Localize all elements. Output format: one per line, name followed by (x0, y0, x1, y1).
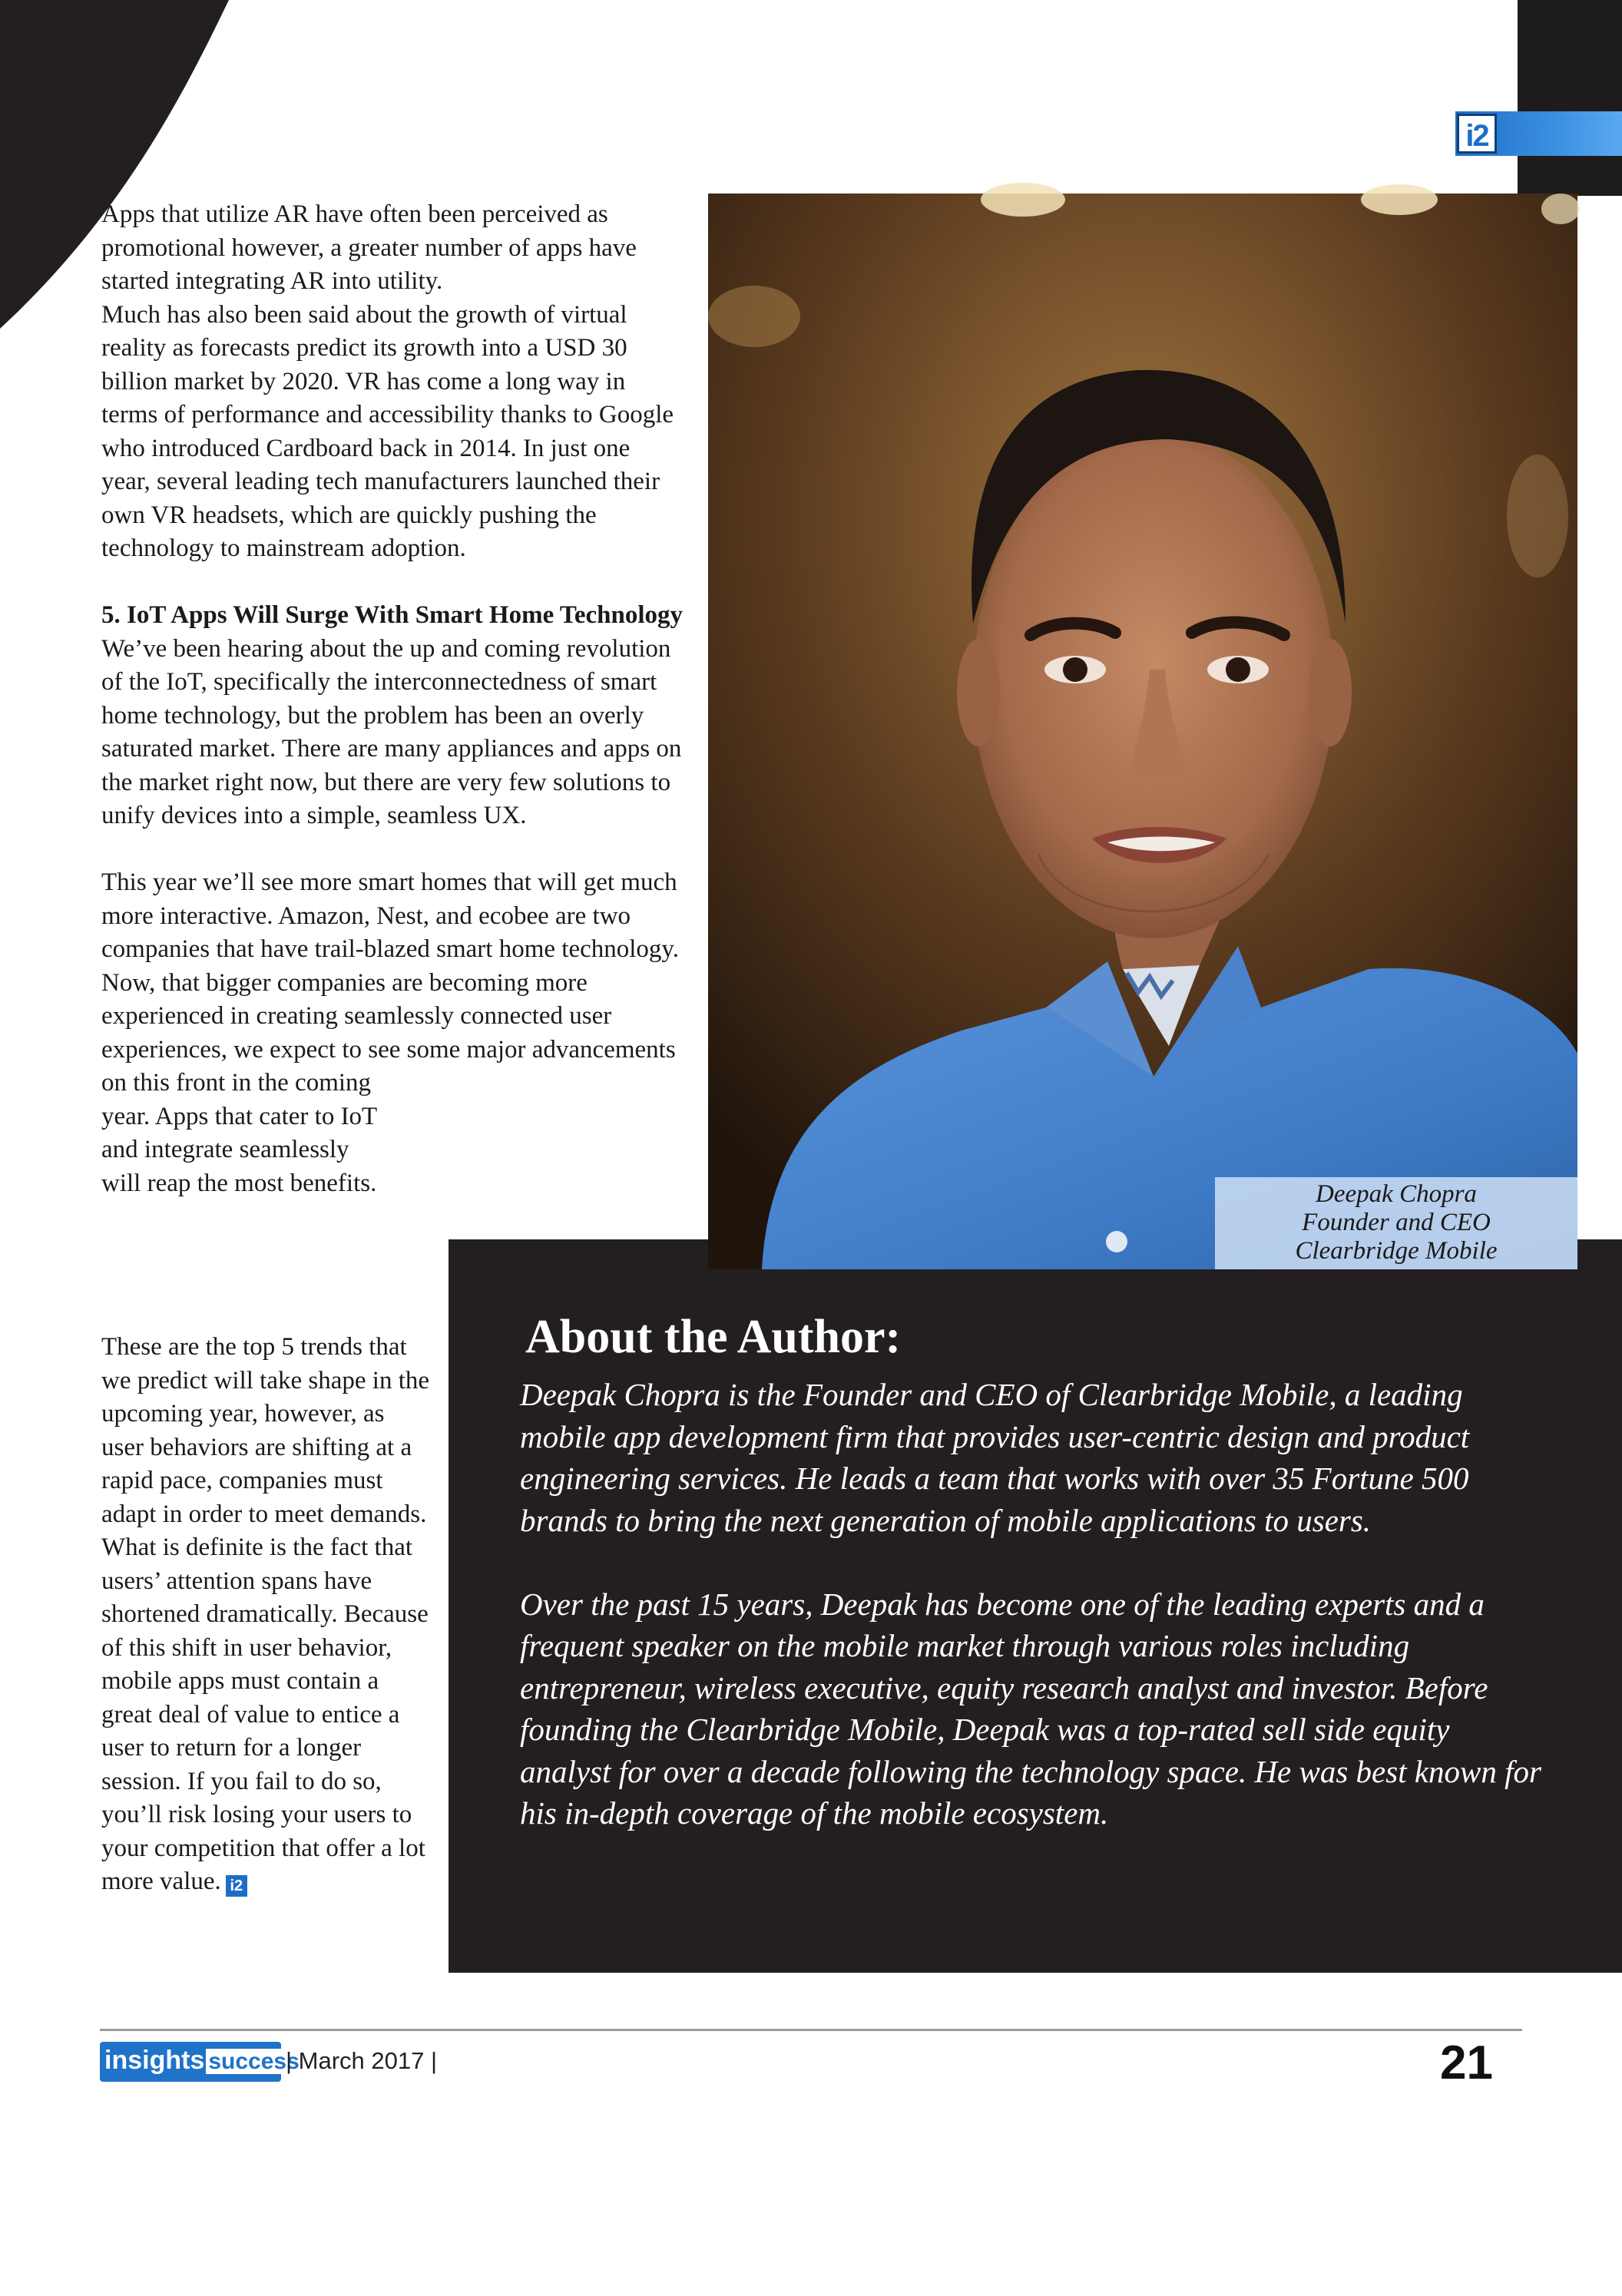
article-narrow-column (101, 1331, 432, 1899)
logo-text-success: success (206, 2049, 301, 2074)
article-paragraph: Much has also been said about the growth of virtual reality as forecasts predict its growth into a USD 30 billion market by 2020. VR has come a long way in terms of performance and accessibility thanks to Google who introduced Cardboard back in 2014. In just one year, several leading tech manufacturers launched their own VR headsets, which are quickly pushing the technology to mainstream adoption. (101, 300, 674, 562)
article-paragraph-text: These are the top 5 trends that we predict will take shape in the upcoming year, however, as user behaviors are shifting at a rapid pace, companies must adapt in order to meet demands. What is definite is the fact that users’ attention spans have shortened dramatically. Because of this shift in user behavior, mobile apps must contain a great deal of value to entice a user to return for a longer session. If you fail to do so, you’ll risk losing your users to your competition that offer a lot more value. (101, 1333, 430, 1895)
end-of-article-icon: i2 (226, 1875, 247, 1897)
article-column (101, 198, 685, 1200)
author-bio-paragraph: Deepak Chopra is the Founder and CEO of Clearbridge Mobile, a leading mobile app development firm that provides user-centric design and product engineering services. He leads a team that works with over 35 Fortune 500 brands to bring the next generation of mobile applications to users. (520, 1377, 1470, 1538)
insights-success-logo (100, 2042, 300, 2082)
article-paragraph-tail: will reap the most benefits. (101, 1169, 377, 1197)
issue-date: | March 2017 | (286, 2047, 438, 2074)
author-bio-paragraph: Over the past 15 years, Deepak has become one of the leading experts and a frequent speaker on the mobile market through various roles including entrepreneur, wireless executive, equity research analyst and investor. Before founding the Clearbridge Mobile, Deepak was a top-rated sell side equity analyst for over a decade following the technology space. He was best known for his in-depth coverage of the mobile ecosystem. (520, 1586, 1541, 1831)
photo-caption (1215, 1177, 1577, 1269)
page-number: 21 (1440, 2036, 1493, 2089)
article-paragraph-tail: year. Apps that cater to IoT (101, 1102, 378, 1130)
right-edge-bar (1518, 0, 1622, 196)
author-photo (708, 194, 1577, 1269)
article-paragraph: Apps that utilize AR have often been perceived as promotional however, a greater number of apps have started integrating AR into utility. (101, 200, 637, 295)
caption-role: Founder and CEO (1302, 1209, 1491, 1236)
article-paragraph: We’ve been hearing about the up and coming revolution of the IoT, specifically the interconnectedness of smart home technology, but the problem has been an overly saturated market. There are many appliances and apps on the market right now, but there are very few solutions to unify devices into a simple, seamless UX. (101, 634, 682, 829)
about-author-box (449, 1239, 1622, 1973)
portrait-illustration (708, 194, 1577, 1269)
logo-text-insights: insights (104, 2046, 205, 2075)
about-author-heading: About the Author: (525, 1311, 902, 1363)
header-badge (1455, 111, 1622, 156)
caption-company: Clearbridge Mobile (1295, 1237, 1498, 1265)
article-paragraph: This year we’ll see more smart homes that will get much more interactive. Amazon, Nest, and ecobee are two companies that have trail-blazed smart home technology. Now, that bigger companies are becoming more experienced in creating seamlessly connected user experiences, we expect to see some major advancements on this front in the coming (101, 868, 680, 1097)
caption-name: Deepak Chopra (1316, 1180, 1477, 1208)
article-paragraph-tail: and integrate seamlessly (101, 1136, 349, 1163)
footer-divider (100, 2029, 1522, 2031)
author-bio (520, 1374, 1541, 1834)
section-heading: 5. IoT Apps Will Surge With Smart Home Technology (101, 601, 684, 629)
article-paragraph (101, 1331, 432, 1899)
i2-logo-icon: i2 (1457, 114, 1497, 154)
